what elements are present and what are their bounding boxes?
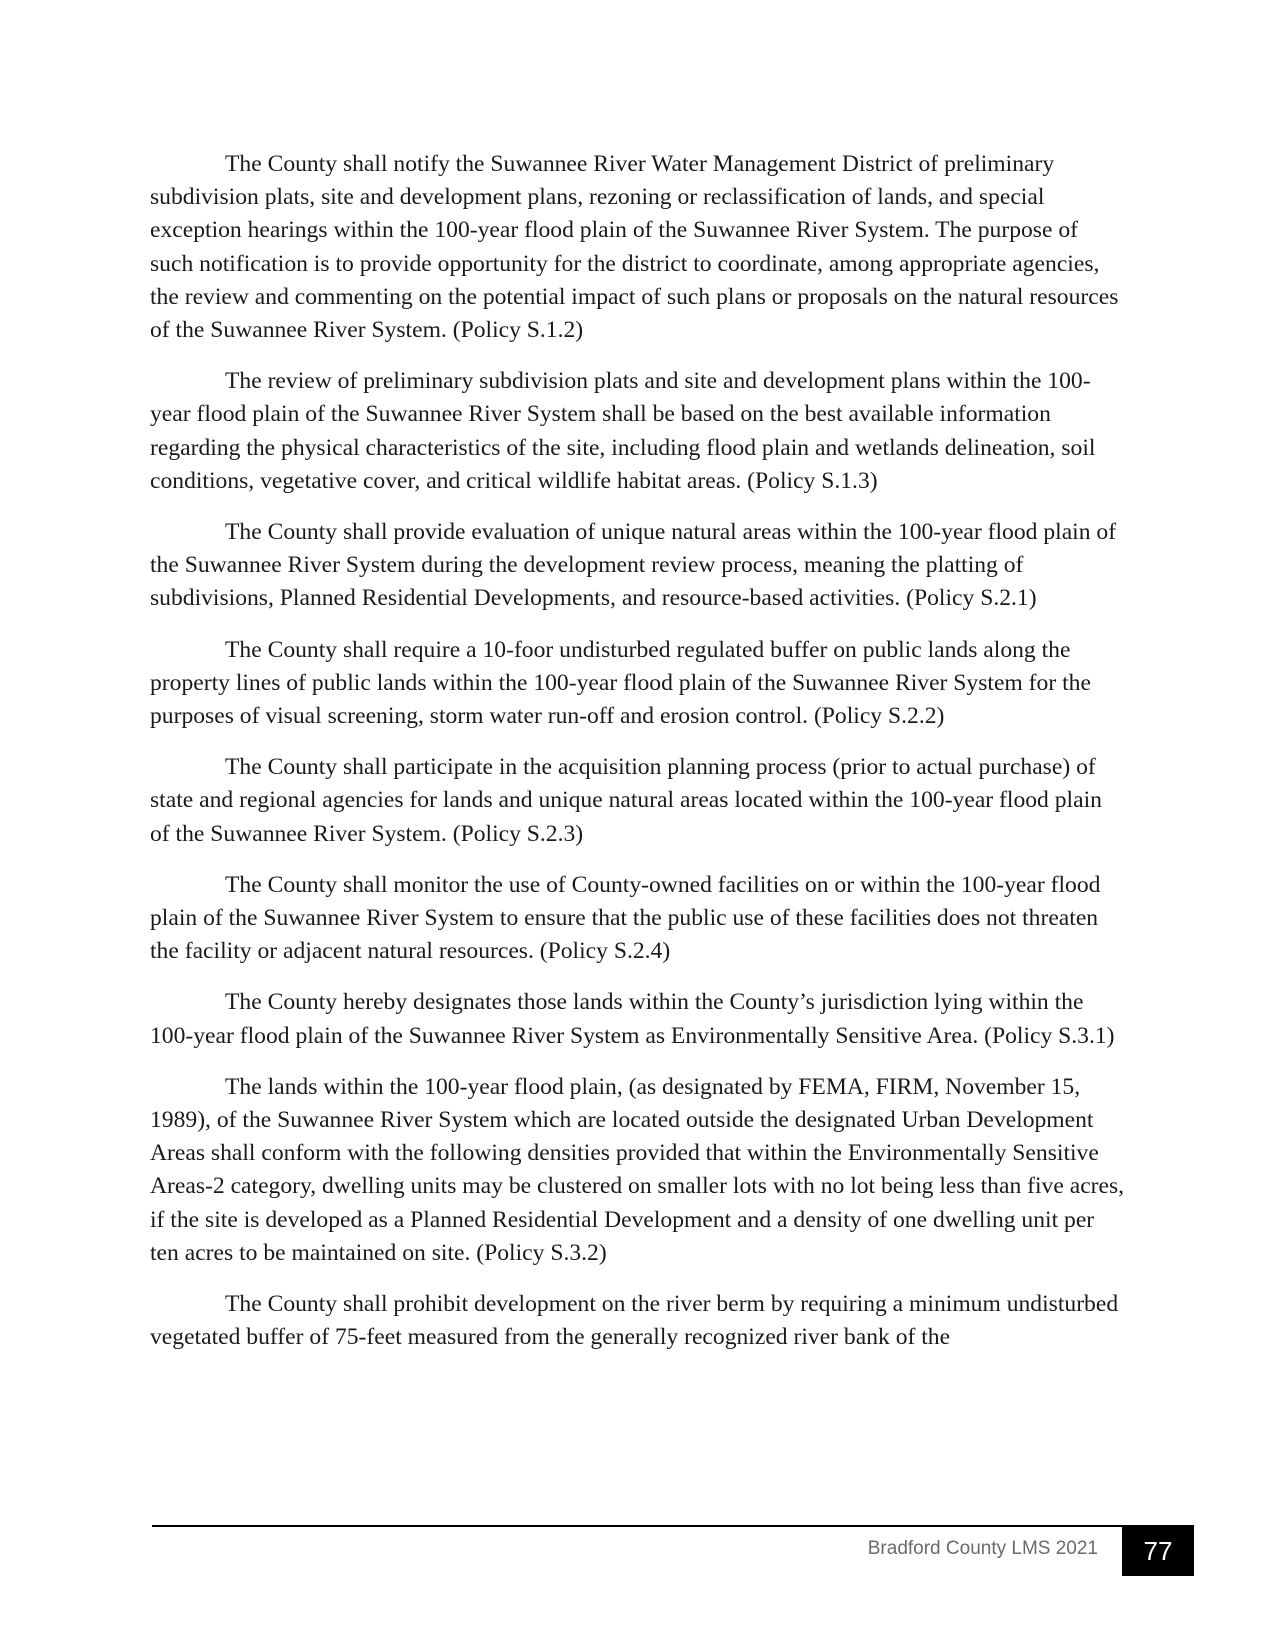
paragraph-policy-s-1-2: The County shall notify the Suwannee River Water Management District of preliminary subdivision plats, site and development plans, rezoning or reclassification of lands, and special exception hearings within the 100-year flood plain of the Suwannee River System. The purpose of such notification is to provide opportunity for the district to coordinate, among appropriate agencies, the review and commenting on the potential impact of such plans or proposals on the natural resources of the Suwannee River System. (Policy S.1.2) <box>150 151 1119 344</box>
footer-title: Bradford County LMS 2021 <box>867 1538 1098 1559</box>
paragraph-policy-s-2-4: The County shall monitor the use of County-owned facilities on or within the 100-year flood plain of the Suwannee River System to ensure that the public use of these facilities does not threaten the facility or adjacent natural resources. (Policy S.2.4) <box>150 871 1101 965</box>
paragraph-river-berm: The County shall prohibit development on the river berm by requiring a minimum undisturbed vegetated buffer of 75-feet measured from the generally recognized river bank of the <box>150 1291 1119 1351</box>
paragraph-policy-s-1-3: The review of preliminary subdivision plats and site and development plans within the 100-year flood plain of the Suwannee River System shall be based on the best available information regarding the physical characteristics of the site, including flood plain and wetlands delineation, soil conditions, vegetative cover, and critical wildlife habitat areas. (Policy S.1.3) <box>150 368 1096 494</box>
paragraph-policy-s-2-3: The County shall participate in the acquisition planning process (prior to actual purchase) of state and regional agencies for lands and unique natural areas located within the 100-year flood plain of the Suwannee River System. (Policy S.2.3) <box>150 754 1102 847</box>
footer-divider <box>152 1525 1194 1527</box>
paragraph-policy-s-3-2: The lands within the 100-year flood plain, (as designated by FEMA, FIRM, November 15, 1989), of the Suwannee River System which are located outside the designated Urban Development Areas shall conform with the following densities provided that within the Environmentally Sensitive Areas-2 category, dwelling units may be clustered on smaller lots with no lot being less than five acres, if the site is developed as a Planned Residential Development and a density of one dwelling unit per ten acres to be maintained on site. (Policy S.3.2) <box>150 1073 1125 1266</box>
paragraph-policy-s-2-2: The County shall require a 10-foor undisturbed regulated buffer on public lands along the property lines of public lands within the 100-year flood plain of the Suwannee River System for the purposes of visual screening, storm water run-off and erosion control. (Policy S.2.2) <box>150 636 1091 730</box>
page-number: 77 <box>1122 1527 1194 1576</box>
paragraph-policy-s-3-1: The County hereby designates those lands within the County’s jurisdiction lying within the 100-year flood plain of the Suwannee River System as Environmentally Sensitive Area. (Policy S.3.1) <box>150 989 1115 1049</box>
paragraph-policy-s-2-1: The County shall provide evaluation of unique natural areas within the 100-year flood plain of the Suwannee River System during the development review process, meaning the platting of subdivisions, Planned Residential Developments, and resource-based activities. (Policy S.2.1) <box>150 519 1117 612</box>
document-body <box>150 148 1125 1373</box>
